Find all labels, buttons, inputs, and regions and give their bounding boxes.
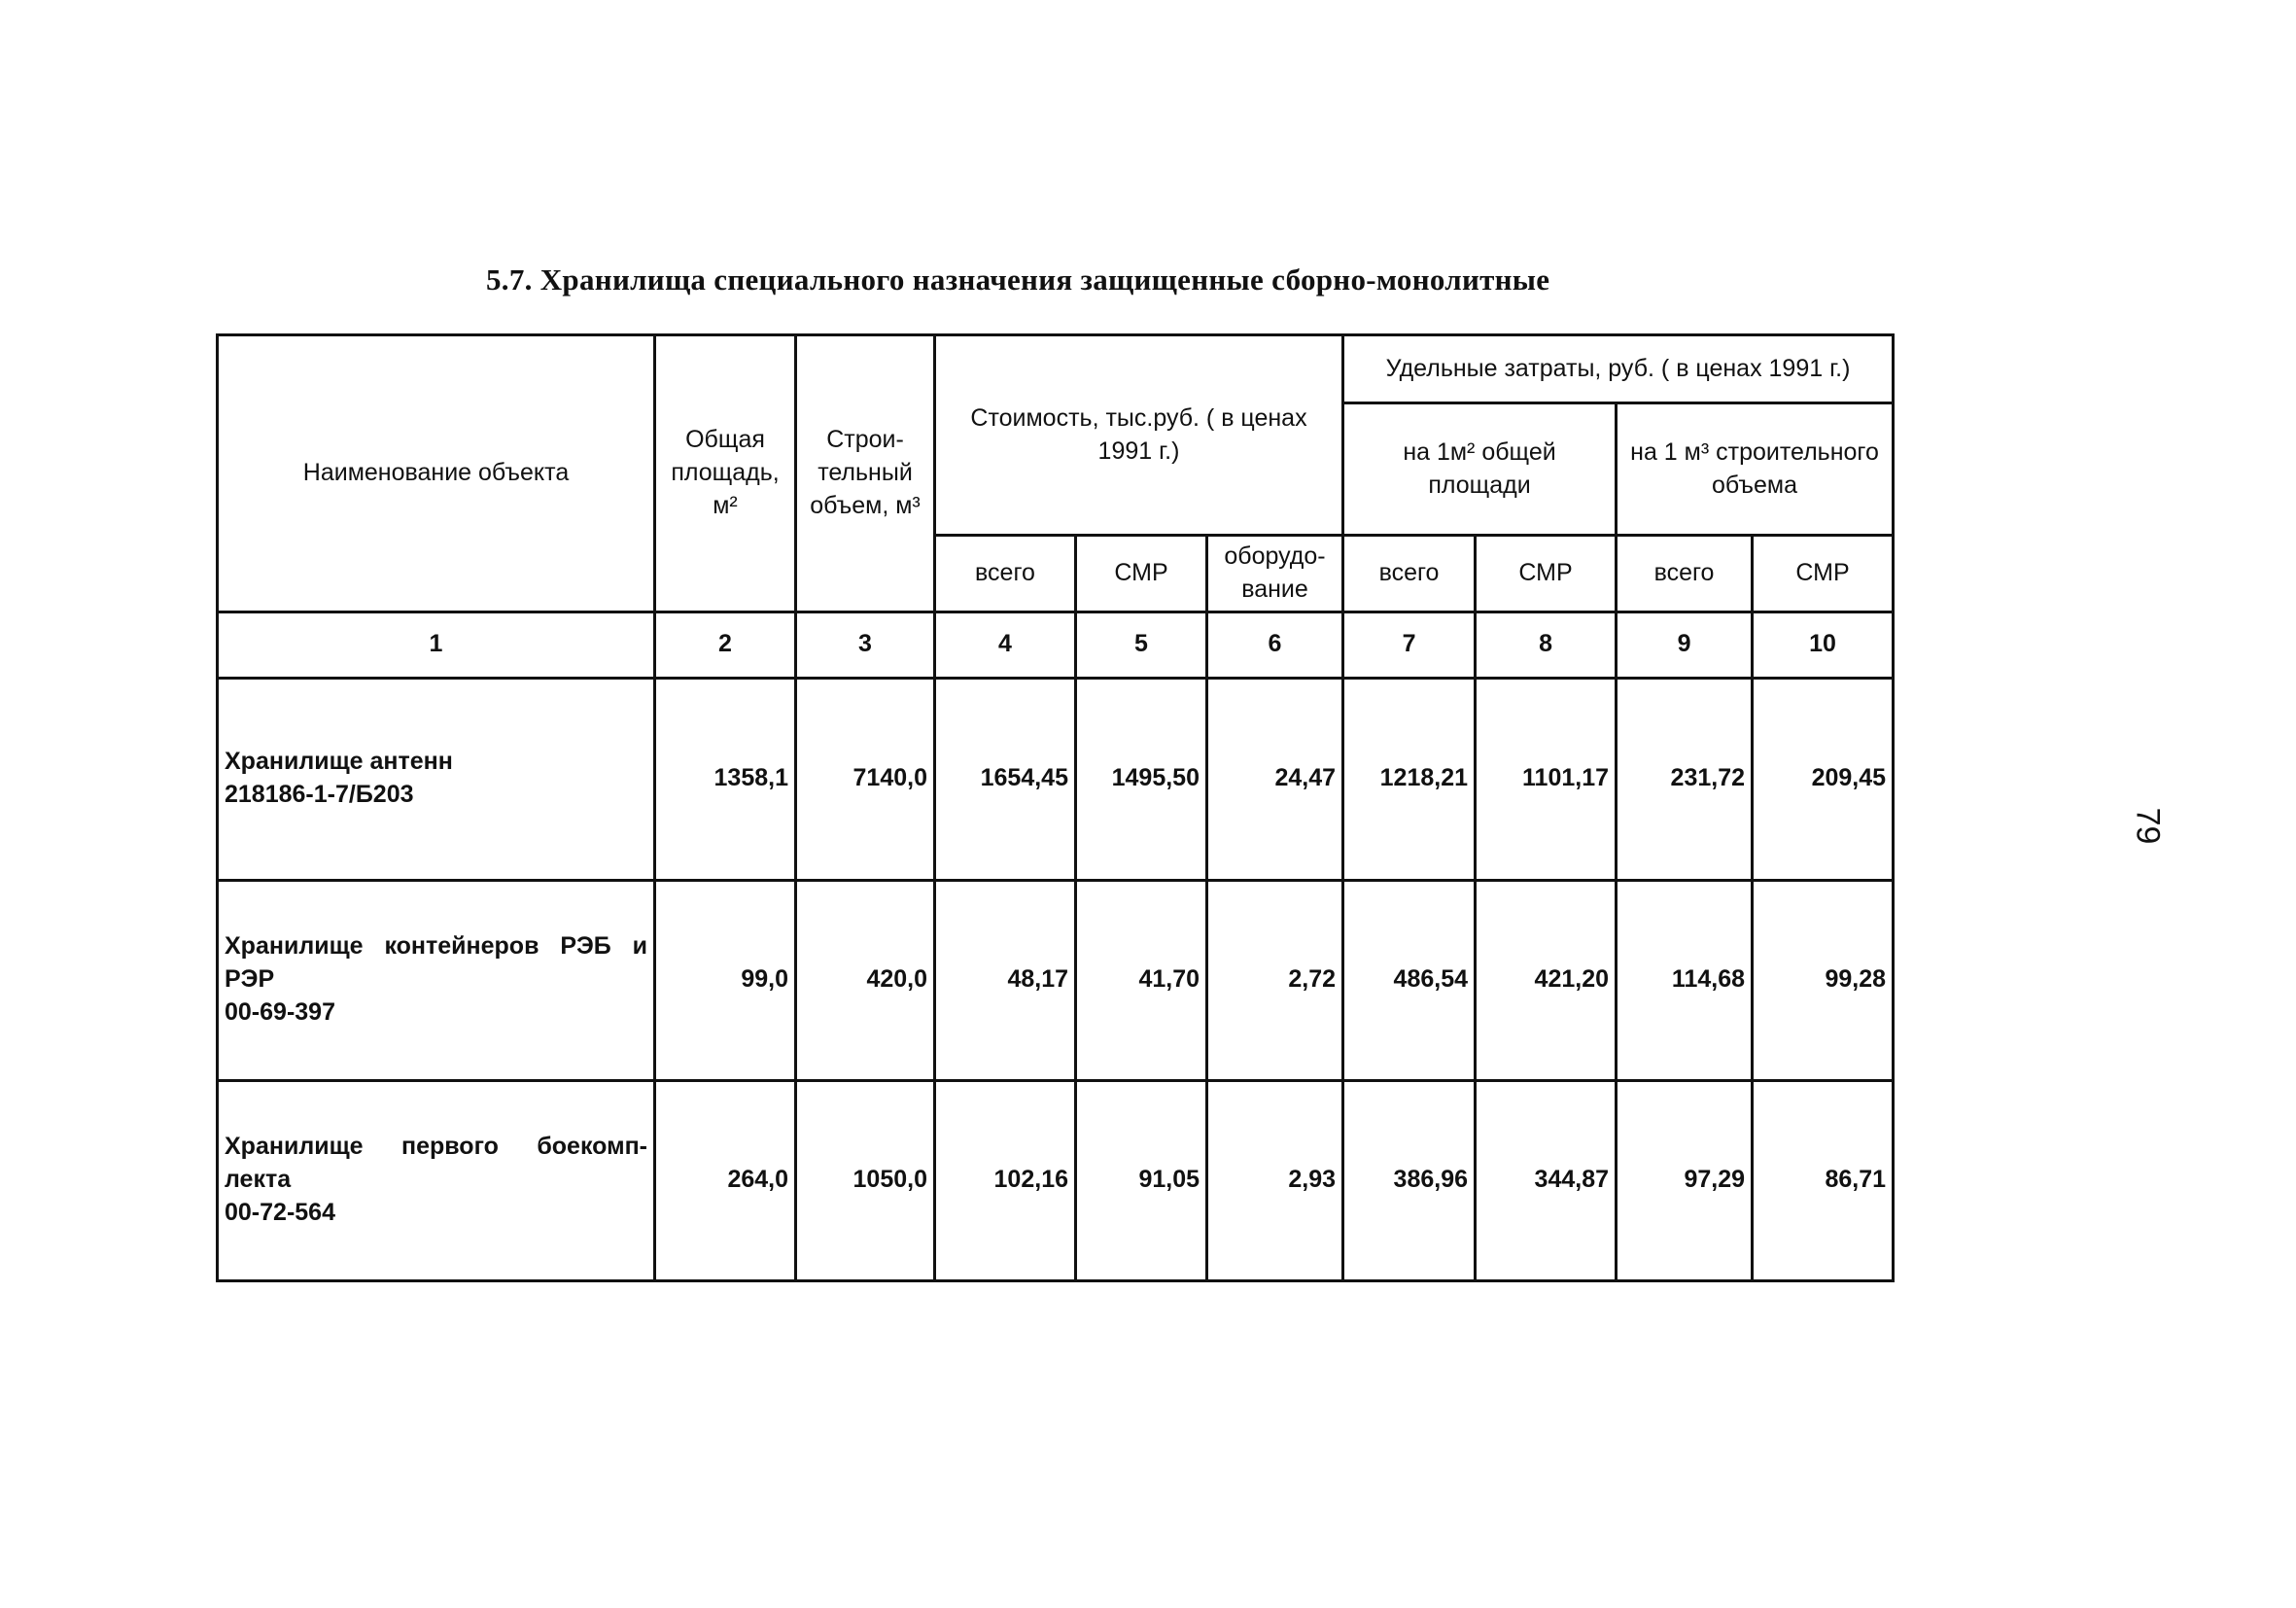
- value-cell: 420,0: [796, 880, 935, 1080]
- value-cell: 86,71: [1753, 1080, 1894, 1280]
- header-per-m2: на 1м² общей площади: [1343, 403, 1617, 536]
- object-name-cell: [218, 1080, 655, 1280]
- header-m2-smr: СМР: [1476, 536, 1617, 612]
- object-name-line: Хранилище контейнеров РЭБ и: [225, 932, 647, 961]
- header-m3-total: всего: [1617, 536, 1753, 612]
- value-cell: 1101,17: [1476, 678, 1617, 880]
- value-cell: 7140,0: [796, 678, 935, 880]
- value-cell: 41,70: [1076, 880, 1207, 1080]
- column-number: 9: [1617, 612, 1753, 678]
- value-cell: 99,28: [1753, 880, 1894, 1080]
- header-cost-equipment: оборудо-вание: [1207, 536, 1343, 612]
- value-cell: 1495,50: [1076, 678, 1207, 880]
- value-cell: 2,72: [1207, 880, 1343, 1080]
- value-cell: 24,47: [1207, 678, 1343, 880]
- value-cell: 99,0: [655, 880, 796, 1080]
- header-cost-group: Стоимость, тыс.руб. ( в ценах 1991 г.): [935, 335, 1343, 536]
- header-object-name: Наименование объекта: [218, 335, 655, 612]
- value-cell: 1358,1: [655, 678, 796, 880]
- value-cell: 91,05: [1076, 1080, 1207, 1280]
- value-cell: 114,68: [1617, 880, 1753, 1080]
- header-total-area: Общая площадь, м²: [655, 335, 796, 612]
- header-m3-smr: СМР: [1753, 536, 1894, 612]
- column-number: 4: [935, 612, 1076, 678]
- table-title: 5.7. Хранилища специального назначения защищенные сборно-монолитные: [486, 262, 1550, 297]
- value-cell: 1050,0: [796, 1080, 935, 1280]
- column-number: 10: [1753, 612, 1894, 678]
- column-number: 7: [1343, 612, 1476, 678]
- column-number: 8: [1476, 612, 1617, 678]
- object-name-cell: [218, 678, 655, 880]
- object-code-line: 218186-1-7/Б203: [225, 781, 414, 808]
- column-number: 5: [1076, 612, 1207, 678]
- value-cell: 386,96: [1343, 1080, 1476, 1280]
- value-cell: 344,87: [1476, 1080, 1617, 1280]
- column-numbers-row: [218, 612, 1894, 678]
- page-number: 79: [2129, 807, 2167, 845]
- value-cell: 2,93: [1207, 1080, 1343, 1280]
- table-row: [218, 678, 1894, 880]
- object-name-line: Хранилище первого боекомп-: [225, 1133, 647, 1161]
- column-number: 3: [796, 612, 935, 678]
- cost-table: [216, 333, 1895, 1282]
- column-number: 6: [1207, 612, 1343, 678]
- column-number: 1: [218, 612, 655, 678]
- value-cell: 1218,21: [1343, 678, 1476, 880]
- object-code-line: 00-72-564: [225, 1198, 335, 1226]
- object-name-line: лекта: [225, 1166, 292, 1194]
- object-name-line: Хранилище антенн: [225, 748, 453, 776]
- value-cell: 231,72: [1617, 678, 1753, 880]
- object-name-line: РЭР: [225, 965, 275, 994]
- object-code-line: 00-69-397: [225, 997, 335, 1026]
- header-specific-costs: Удельные затраты, руб. ( в ценах 1991 г.): [1343, 335, 1894, 403]
- value-cell: 102,16: [935, 1080, 1076, 1280]
- header-volume: Строи-тельный объем, м³: [796, 335, 935, 612]
- table-row: [218, 880, 1894, 1080]
- value-cell: 1654,45: [935, 678, 1076, 880]
- header-cost-smr: СМР: [1076, 536, 1207, 612]
- value-cell: 421,20: [1476, 880, 1617, 1080]
- value-cell: 264,0: [655, 1080, 796, 1280]
- header-cost-total: всего: [935, 536, 1076, 612]
- header-m2-total: всего: [1343, 536, 1476, 612]
- value-cell: 97,29: [1617, 1080, 1753, 1280]
- value-cell: 486,54: [1343, 880, 1476, 1080]
- table-row: [218, 1080, 1894, 1280]
- header-per-m3: на 1 м³ строительного объема: [1617, 403, 1894, 536]
- value-cell: 209,45: [1753, 678, 1894, 880]
- value-cell: 48,17: [935, 880, 1076, 1080]
- column-number: 2: [655, 612, 796, 678]
- object-name-cell: [218, 880, 655, 1080]
